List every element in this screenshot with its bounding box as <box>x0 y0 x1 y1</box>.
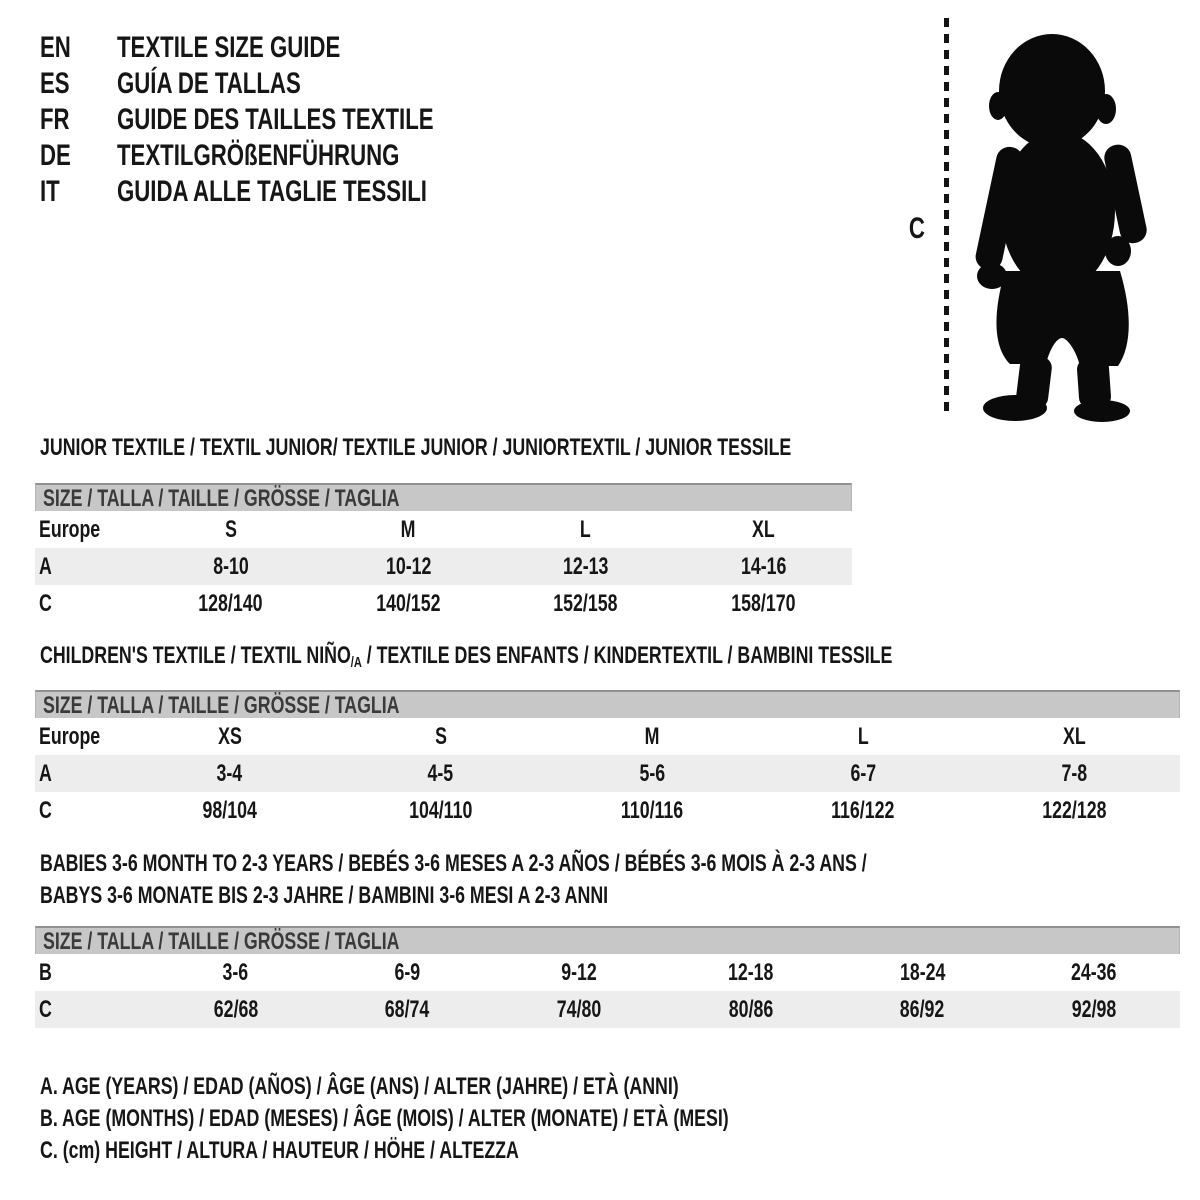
row-label: C <box>39 995 52 1023</box>
table-row-height <box>35 585 852 622</box>
row-label: C <box>39 796 52 824</box>
table-row-height <box>35 991 1180 1028</box>
cell: L <box>580 515 592 543</box>
language-row-en <box>40 30 545 66</box>
cell: 5-6 <box>639 759 665 787</box>
cell: 116/122 <box>831 796 895 824</box>
junior-size-table <box>35 483 852 622</box>
cell: 14-16 <box>740 552 786 580</box>
language-code: IT <box>40 175 60 208</box>
legend-line-a: A. AGE (YEARS) / EDAD (AÑOS) / ÂGE (ANS) / ALTER (JAHRE) / ETÀ (ANNI) <box>40 1073 679 1100</box>
height-marker-label: C <box>908 212 925 245</box>
cell: 10-12 <box>385 552 431 580</box>
language-row-es <box>40 66 545 102</box>
row-label: A <box>39 759 52 787</box>
table-row-age <box>35 755 1180 792</box>
silhouette-head <box>999 34 1105 148</box>
language-label: GUÍA DE TALLAS <box>117 67 301 100</box>
silhouette-shorts <box>996 271 1128 366</box>
junior-section-title: JUNIOR TEXTILE / TEXTIL JUNIOR/ TEXTILE JUNIOR / JUNIORTEXTIL / JUNIOR TESSILE <box>40 434 792 461</box>
size-header-bar: SIZE / TALLA / TAILLE / GRÖSSE / TAGLIA <box>35 483 852 511</box>
row-label: Europe <box>39 515 101 543</box>
cell: 4-5 <box>427 759 454 787</box>
cell: S <box>224 515 237 543</box>
language-label: GUIDA ALLE TAGLIE TESSILI <box>117 175 427 208</box>
language-row-it <box>40 174 545 210</box>
cell: 86/92 <box>900 995 945 1023</box>
language-code: EN <box>40 31 71 64</box>
cell: 80/86 <box>728 995 774 1023</box>
children-size-table <box>35 690 1180 829</box>
cell: 6-7 <box>850 759 877 787</box>
cell: M <box>644 722 660 750</box>
size-header-bar: SIZE / TALLA / TAILLE / GRÖSSE / TAGLIA <box>35 690 1180 718</box>
cell: 68/74 <box>385 995 430 1023</box>
table-row-months <box>35 954 1180 991</box>
cell: XL <box>751 515 775 543</box>
babies-section-title: BABIES 3-6 MONTH TO 2-3 YEARS / BEBÉS 3-6 MESES A 2-3 AÑOS / BÉBÉS 3-6 MOIS À 2-3 ANS / BABYS 3-6 MONATE BIS 2-3 JAHRE / BAMBINI 3-6 MESI A 2-3 ANNI <box>40 850 867 909</box>
legend <box>40 1071 971 1167</box>
language-label: TEXTILGRÖßENFÜHRUNG <box>117 139 400 172</box>
legend-line-b: B. AGE (MONTHS) / EDAD (MESES) / ÂGE (MOIS) / ALTER (MONATE) / ETÀ (MESI) <box>40 1105 729 1132</box>
cell: 9-12 <box>561 958 597 986</box>
cell: 8-10 <box>212 552 249 580</box>
table-row-height <box>35 792 1180 829</box>
cell: 98/104 <box>202 796 257 824</box>
cell: 6-9 <box>394 958 421 986</box>
cell: S <box>434 722 447 750</box>
cell: 62/68 <box>213 995 259 1023</box>
cell: 18-24 <box>899 958 946 986</box>
row-label: A <box>39 552 52 580</box>
cell: 24-36 <box>1071 958 1117 986</box>
babies-size-table <box>35 926 1180 1028</box>
cell: M <box>400 515 416 543</box>
height-measure-dashed-line <box>944 18 949 416</box>
size-header-bar: SIZE / TALLA / TAILLE / GRÖSSE / TAGLIA <box>35 926 1180 954</box>
cell: L <box>857 722 869 750</box>
cell: 12-18 <box>728 958 774 986</box>
legend-line-c: C. (cm) HEIGHT / ALTURA / HAUTEUR / HÖHE / ALTEZZA <box>40 1137 519 1164</box>
cell: 3-4 <box>216 759 243 787</box>
table-row-europe <box>35 511 852 548</box>
cell: 158/170 <box>731 589 796 617</box>
cell: XL <box>1063 722 1086 750</box>
cell: 92/98 <box>1071 995 1117 1023</box>
language-code: DE <box>40 139 71 172</box>
cell: 140/152 <box>376 589 441 617</box>
table-row-europe <box>35 718 1180 755</box>
cell: XS <box>217 722 242 750</box>
language-label: TEXTILE SIZE GUIDE <box>117 31 341 64</box>
cell: 3-6 <box>222 958 249 986</box>
cell: 104/110 <box>409 796 473 824</box>
row-label: B <box>39 958 52 986</box>
language-row-fr <box>40 102 545 138</box>
cell: 7-8 <box>1061 759 1088 787</box>
cell: 110/116 <box>620 796 684 824</box>
children-section-title: CHILDREN'S TEXTILE / TEXTIL NIÑO/A / TEXTILE DES ENFANTS / KINDERTEXTIL / BAMBINI TESSILE <box>40 642 893 672</box>
language-list <box>40 30 545 210</box>
row-label: C <box>39 589 52 617</box>
toddler-silhouette <box>960 26 1165 422</box>
language-label: GUIDE DES TAILLES TEXTILE <box>117 103 434 136</box>
cell: 122/128 <box>1042 796 1107 824</box>
cell: 12-13 <box>563 552 609 580</box>
cell: 74/80 <box>556 995 602 1023</box>
table-row-age <box>35 548 852 585</box>
cell: 128/140 <box>198 589 263 617</box>
cell: 152/158 <box>553 589 618 617</box>
language-code: ES <box>40 67 70 100</box>
language-row-de <box>40 138 545 174</box>
language-code: FR <box>40 103 70 136</box>
row-label: Europe <box>39 722 101 750</box>
